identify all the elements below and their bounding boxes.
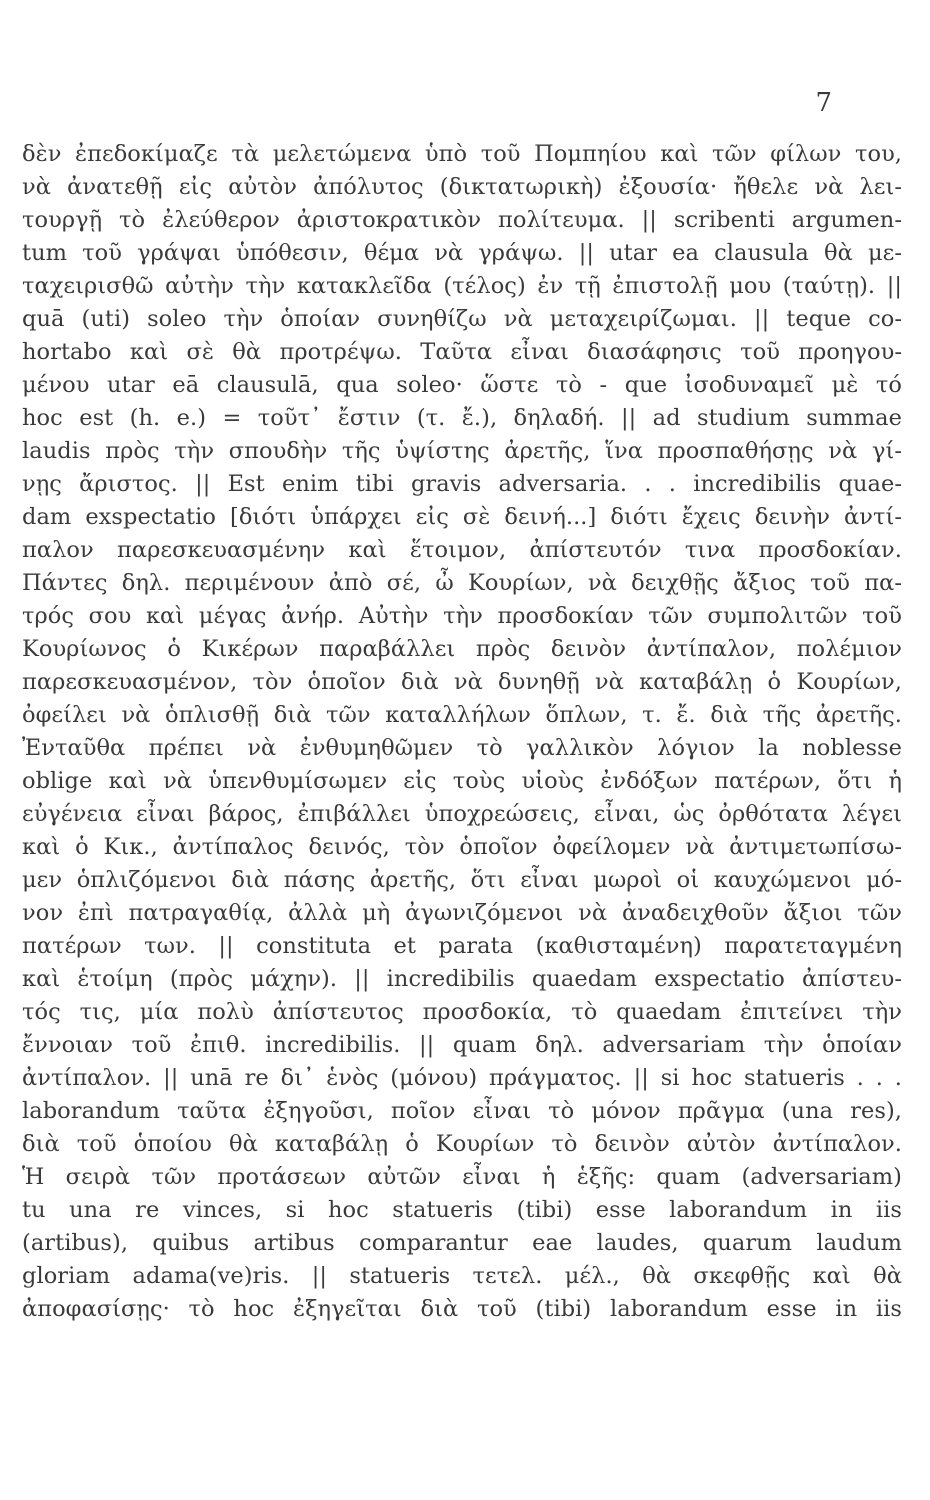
page-number: 7: [815, 88, 832, 118]
text-line: νὰ ἀνατεθῇ εἰς αὐτὸν ἀπόλυτος (δικτατωρικὴ) ἐξουσία· ἤθελε νὰ λει-: [22, 174, 902, 200]
text-line: εὐγένεια εἶναι βάρος, ἐπιβάλλει ὑποχρεώσεις, εἶναι, ὡς ὀρθότατα λέγει: [22, 801, 902, 827]
text-line: hortabo καὶ σὲ θὰ προτρέψω. Ταῦτα εἶναι διασάφησις τοῦ προηγου-: [22, 339, 902, 365]
text-line: quā (uti) soleo τὴν ὁποίαν συνηθίζω νὰ μεταχειρίζωμαι. || teque co-: [22, 306, 902, 332]
text-line: hoc est (h. e.) = τοῦτ᾽ ἔστιν (τ. ἔ.), δηλαδή. || ad studium summae: [22, 405, 902, 431]
text-line: laborandum ταῦτα ἐξηγοῦσι, ποῖον εἶναι τὸ μόνον πρᾶγμα (una res),: [22, 1098, 902, 1124]
text-line: τός τις, μία πολὺ ἀπίστευτος προσδοκία, τὸ quaedam ἐπιτείνει τὴν: [22, 999, 902, 1025]
text-line: Πάντες δηλ. περιμένουν ἀπὸ σέ, ὦ Κουρίων, νὰ δειχθῇς ἄξιος τοῦ πα-: [22, 570, 902, 596]
text-line: τρός σου καὶ μέγας ἀνήρ. Αὐτὴν τὴν προσδοκίαν τῶν συμπολιτῶν τοῦ: [22, 603, 902, 629]
text-line: ὀφείλει νὰ ὁπλισθῇ διὰ τῶν καταλλήλων ὅπλων, τ. ἔ. διὰ τῆς ἀρετῆς.: [22, 702, 902, 728]
text-line: Κουρίωνος ὁ Κικέρων παραβάλλει πρὸς δεινὸν ἀντίπαλον, πολέμιον: [22, 636, 902, 662]
text-line: καὶ ὁ Κικ., ἀντίπαλος δεινός, τὸν ὁποῖον ὀφείλομεν νὰ ἀντιμετωπίσω-: [22, 834, 902, 860]
text-line: ταχειρισθῶ αὐτὴν τὴν κατακλεῖδα (τέλος) ἐν τῇ ἐπιστολῇ μου (ταύτῃ). ||: [22, 273, 902, 299]
text-line: παλον παρεσκευασμένην καὶ ἕτοιμον, ἀπίστευτόν τινα προσδοκίαν.: [22, 537, 902, 563]
text-line: τουργῇ τὸ ἐλεύθερον ἀριστοκρατικὸν πολίτευμα. || scribenti argumen-: [22, 207, 902, 233]
text-line: νῃς ἄριστος. || Est enim tibi gravis adversaria. . . incredibilis quae-: [22, 471, 902, 497]
text-line: νον ἐπὶ πατραγαθίᾳ, ἀλλὰ μὴ ἀγωνιζόμενοι νὰ ἀναδειχθοῦν ἄξιοι τῶν: [22, 900, 902, 926]
text-line: διὰ τοῦ ὁποίου θὰ καταβάλῃ ὁ Κουρίων τὸ δεινὸν αὐτὸν ἀντίπαλον.: [22, 1131, 902, 1157]
text-line: tu una re vinces, si hoc statueris (tibi) esse laborandum in iis: [22, 1197, 902, 1223]
text-line: Ἐνταῦθα πρέπει νὰ ἐνθυμηθῶμεν τὸ γαλλικὸν λόγιον la noblesse: [22, 735, 902, 761]
text-line: παρεσκευασμένον, τὸν ὁποῖον διὰ νὰ δυνηθῇ νὰ καταβάλῃ ὁ Κουρίων,: [22, 669, 902, 695]
text-line: ἀντίπαλον. || unā re δι᾽ ἑνὸς (μόνου) πράγματος. || si hoc statueris . . .: [22, 1065, 902, 1091]
body-text: [22, 138, 902, 1326]
text-line: (artibus), quibus artibus comparantur eae laudes, quarum laudum: [22, 1230, 902, 1256]
text-line: πατέρων των. || constituta et parata (καθισταμένη) παρατεταγμένη: [22, 933, 902, 959]
text-line: ἔννοιαν τοῦ ἐπιθ. incredibilis. || quam δηλ. adversariam τὴν ὁποίαν: [22, 1032, 902, 1058]
text-line: μεν ὁπλιζόμενοι διὰ πάσης ἀρετῆς, ὅτι εἶναι μωροὶ οἱ καυχώμενοι μό-: [22, 867, 902, 893]
text-line: μένου utar eā clausulā, qua soleo· ὥστε τὸ - que ἰσοδυναμεῖ μὲ τό: [22, 372, 902, 398]
text-line: tum τοῦ γράψαι ὑπόθεσιν, θέμα νὰ γράψω. || utar ea clausula θὰ με-: [22, 240, 902, 266]
text-line: καὶ ἑτοίμη (πρὸς μάχην). || incredibilis quaedam exspectatio ἀπίστευ-: [22, 966, 902, 992]
text-line: dam exspectatio [διότι ὑπάρχει εἰς σὲ δεινή...] διότι ἔχεις δεινὴν ἀντί-: [22, 504, 902, 530]
text-line: ἀποφασίσῃς· τὸ hoc ἐξηγεῖται διὰ τοῦ (tibi) laborandum esse in iis: [22, 1296, 902, 1322]
text-line: Ἡ σειρὰ τῶν προτάσεων αὐτῶν εἶναι ἡ ἑξῆς: quam (adversariam): [22, 1164, 902, 1190]
text-line: laudis πρὸς τὴν σπουδὴν τῆς ὑψίστης ἀρετῆς, ἵνα προσπαθήσῃς νὰ γί-: [22, 438, 902, 464]
text-line: δὲν ἐπεδοκίμαζε τὰ μελετώμενα ὑπὸ τοῦ Πομπηίου καὶ τῶν φίλων του,: [22, 141, 902, 167]
text-line: oblige καὶ νὰ ὑπενθυμίσωμεν εἰς τοὺς υἱοὺς ἐνδόξων πατέρων, ὅτι ἡ: [22, 768, 902, 794]
text-line: gloriam adama(ve)ris. || statueris τετελ. μέλ., θὰ σκεφθῇς καὶ θὰ: [22, 1263, 902, 1289]
